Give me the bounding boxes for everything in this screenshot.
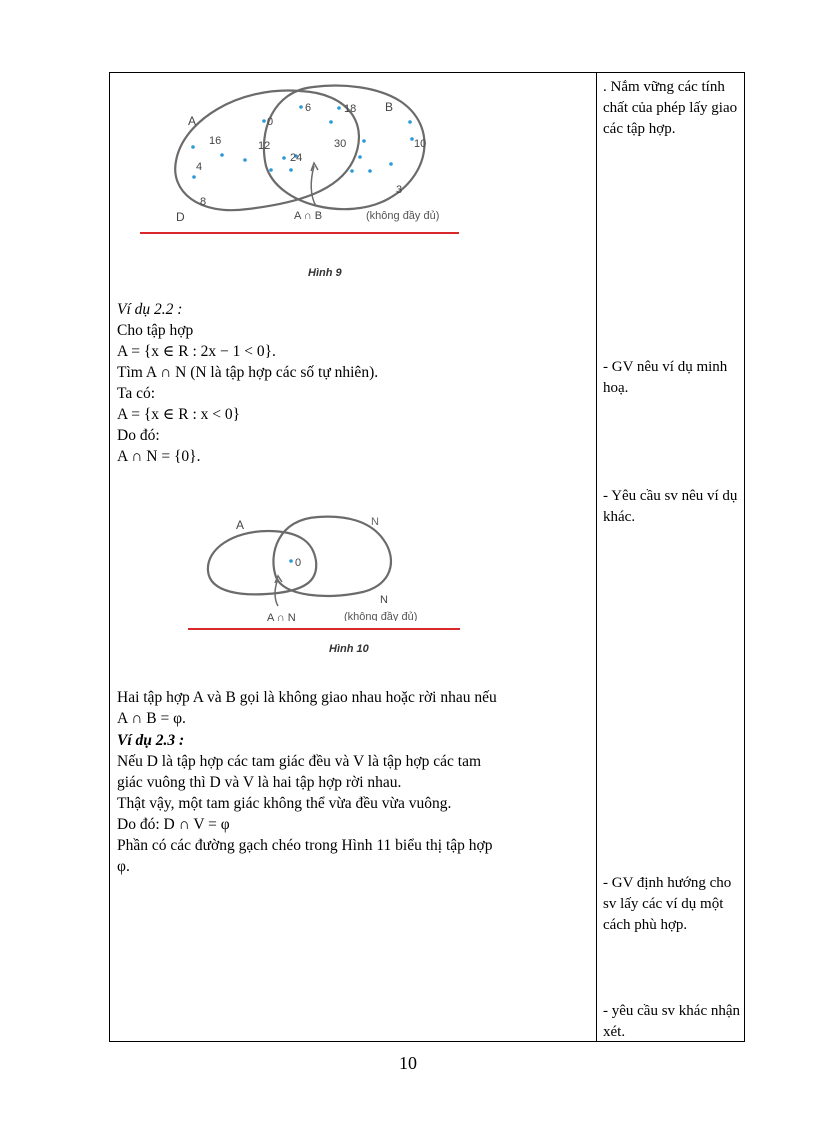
disjoint-definition <box>117 687 497 729</box>
example-2-2-line: Tìm A ∩ N (N là tập hợp các số tự nhiên). <box>117 364 379 381</box>
element-6: 6 <box>305 102 312 114</box>
set-n-outline <box>273 517 391 596</box>
example-2-3 <box>117 730 492 877</box>
label-a: A <box>236 518 245 532</box>
note-gv-guidance: - GV định hướng cho sv lấy các ví dụ một cách phù hợp. <box>603 875 732 933</box>
label-b: B <box>385 100 394 114</box>
label-incomplete-note: (không đầy đủ) <box>366 210 440 222</box>
example-2-3-line: φ. <box>117 858 130 875</box>
content-table <box>109 72 745 1042</box>
figure-9-caption: Hình 9 <box>308 267 342 279</box>
element-0: 0 <box>295 557 302 569</box>
example-2-2-title: Ví dụ 2.2 : <box>117 301 183 318</box>
example-2-3-line: Phần có các đường gạch chéo trong Hình 11 biểu thị tập hợp <box>117 837 493 854</box>
figure-10-underline <box>188 628 460 630</box>
example-2-2-line: Cho tập hợp <box>117 322 194 339</box>
element-16: 16 <box>209 135 222 147</box>
element-8: 8 <box>200 196 207 208</box>
example-2-2-line: A = {x ∈ R : x < 0} <box>117 406 241 423</box>
example-2-3-line: Do đó: D ∩ V = φ <box>117 816 230 833</box>
note-student-review: - yêu cầu sv khác nhận xét. <box>603 1003 741 1040</box>
venn-diagram-figure-9 <box>138 81 468 231</box>
label-incomplete-note: (không đầy đủ) <box>344 611 418 621</box>
label-intersection: A ∩ B <box>294 210 323 222</box>
element-3: 3 <box>396 184 403 196</box>
example-2-2 <box>117 299 378 467</box>
element-dots <box>191 105 414 179</box>
example-2-2-line: Ta có: <box>117 385 156 402</box>
note-properties: . Nắm vững các tính chất của phép lấy giao các tập hợp. <box>603 79 738 137</box>
label-d: D <box>176 210 185 224</box>
element-0: 0 <box>267 116 274 128</box>
definition-line: Hai tập hợp A và B gọi là không giao nhau hoặc rời nhau nếu <box>117 689 497 706</box>
element-12: 12 <box>258 140 271 152</box>
example-2-3-line: Nếu D là tập hợp các tam giác đều và V là tập hợp các tam <box>117 753 482 770</box>
example-2-2-line: A ∩ N = {0}. <box>117 448 201 465</box>
element-dot <box>289 559 293 563</box>
example-2-2-line: A = {x ∈ R : 2x − 1 < 0}. <box>117 343 276 360</box>
main-column <box>110 73 596 1041</box>
label-intersection: A ∩ N <box>267 612 296 621</box>
element-24: 24 <box>290 152 303 164</box>
element-4: 4 <box>196 161 203 173</box>
element-30: 30 <box>334 138 347 150</box>
example-2-3-title: Ví dụ 2.3 : <box>117 732 185 749</box>
label-n-top: N <box>371 516 379 528</box>
example-2-3-line: giác vuông thì D và V là hai tập hợp rời nhau. <box>117 774 402 791</box>
page-number: 10 <box>399 1053 417 1073</box>
label-n: N <box>380 594 388 606</box>
venn-diagram-figure-10 <box>198 509 458 621</box>
example-2-2-line: Do đó: <box>117 427 160 444</box>
element-10: 10 <box>414 138 427 150</box>
note-gv-example: - GV nêu ví dụ minh hoạ. <box>603 359 728 396</box>
figure-10-caption: Hình 10 <box>329 643 369 655</box>
element-18: 18 <box>344 103 357 115</box>
example-2-3-line: Thật vậy, một tam giác không thể vừa đều vừa vuông. <box>117 795 452 812</box>
definition-line: A ∩ B = φ. <box>117 710 186 727</box>
note-student-example: - Yêu cầu sv nêu ví dụ khác. <box>603 488 738 525</box>
label-a: A <box>188 114 197 128</box>
figure-9-underline <box>140 232 459 234</box>
teacher-notes-column <box>597 73 745 1041</box>
